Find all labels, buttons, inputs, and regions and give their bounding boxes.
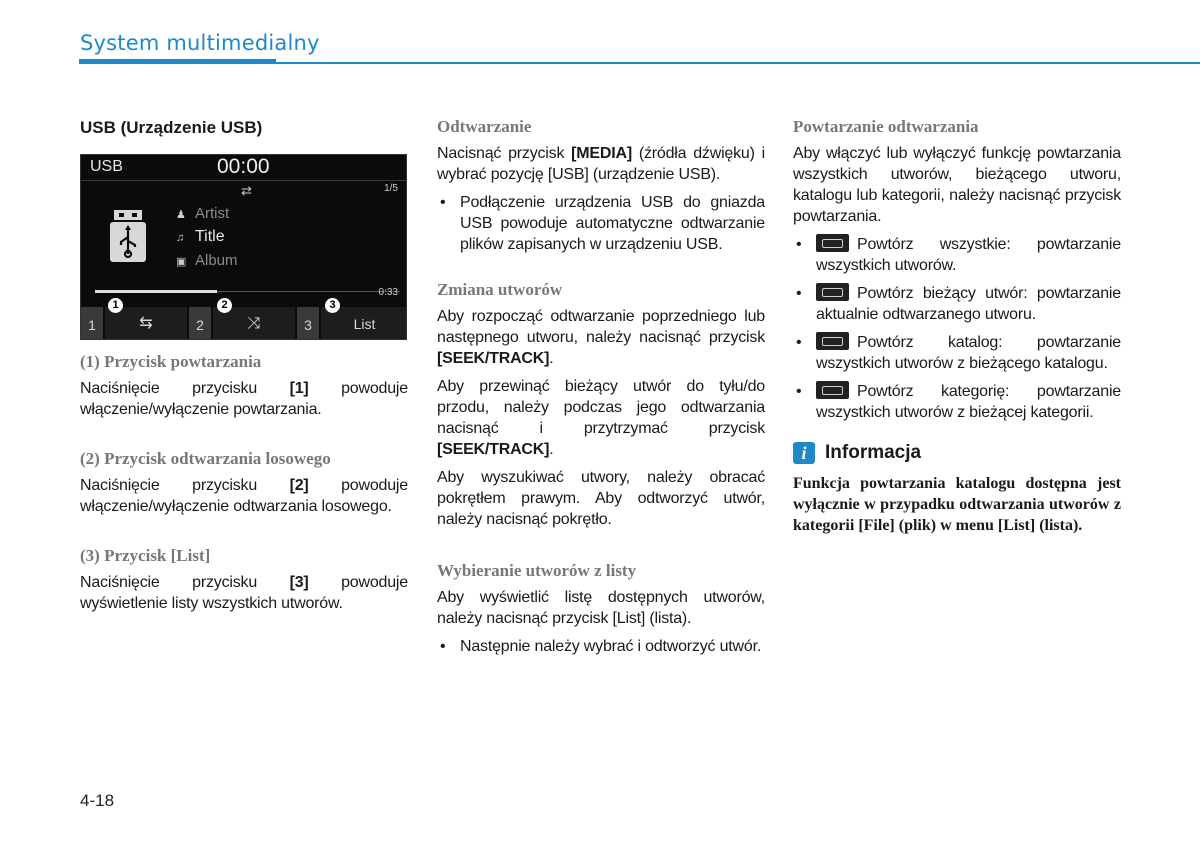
person-icon: ♟ bbox=[176, 209, 186, 221]
list-button[interactable]: List bbox=[321, 307, 407, 340]
screen-title-row bbox=[176, 228, 225, 246]
track-change-p1: Aby rozpocząć odtwarzanie poprzedniego lub następnego utworu, należy nacisnąć przycisk [SEEK/TRACK]. bbox=[437, 308, 765, 367]
section-header-title: System multimedialny bbox=[80, 31, 320, 55]
list-select-bullet: • Następnie należy wybrać i odtworzyć utwór. bbox=[437, 636, 765, 657]
track-change-p3: Aby wyszukiwać utwory, należy obracać pokrętłem prawym. Aby odtworzyć utwór, należy nacisnąć pokrętło. bbox=[437, 469, 765, 528]
screen-duration: 0:33 bbox=[378, 287, 398, 298]
screen-source-label: USB bbox=[90, 158, 123, 175]
repeat-heading: Powtarzanie odtwarzania bbox=[793, 117, 979, 136]
shuffle-button-desc: Naciśnięcie przycisku [2] powoduje włączenie/wyłączenie odtwarzania losowego. bbox=[80, 477, 408, 515]
button-1-number: 1 bbox=[81, 307, 103, 340]
playback-column bbox=[437, 117, 765, 657]
info-box-header bbox=[793, 442, 1121, 464]
screen-track-count: 1/5 bbox=[384, 183, 398, 194]
list-select-text: Aby wyświetlić listę dostępnych utworów, należy nacisnąć przycisk [List] (lista). bbox=[437, 589, 765, 627]
repeat-folder-item: • Powtórz katalog: powtarzanie wszystkich utworów z bieżącego katalogu. bbox=[793, 332, 1121, 374]
usb-section-title: USB (Urządzenie USB) bbox=[80, 118, 263, 137]
track-change-p2: Aby przewinąć bieżący utwór do tyłu/do przodu, należy podczas jego odtwarzania nacisnąć i przytrzymać przycisk [SEEK/TRACK]. bbox=[437, 378, 765, 458]
music-note-icon: ♫ bbox=[176, 232, 185, 244]
button-descriptions bbox=[80, 352, 408, 614]
track-change-heading: Zmiana utworów bbox=[437, 280, 563, 299]
header-rule bbox=[276, 62, 1200, 64]
screen-artist: Artist bbox=[195, 205, 230, 222]
usb-device-icon bbox=[108, 210, 148, 262]
usb-player-screen bbox=[80, 154, 407, 340]
button-2-number: 2 bbox=[189, 307, 211, 340]
repeat-category-icon bbox=[816, 381, 849, 399]
screen-album: Album bbox=[195, 252, 238, 269]
info-icon: i bbox=[793, 442, 815, 464]
callout-2: 2 bbox=[217, 298, 232, 313]
callout-1: 1 bbox=[108, 298, 123, 313]
screen-button-bar bbox=[81, 307, 406, 340]
playback-heading: Odtwarzanie bbox=[437, 117, 532, 136]
info-title: Informacja bbox=[825, 442, 922, 463]
repeat-text: Aby włączyć lub wyłączyć funkcję powtarzania wszystkich utworów, bieżącego utworu, katalogu lub kategorii, należy nacisnąć przycisk powtarzania. bbox=[793, 145, 1121, 225]
repeat-button-heading: (1) Przycisk powtarzania bbox=[80, 352, 262, 371]
info-text: Funkcja powtarzania katalogu dostępna jest wyłącznie w przypadku odtwarzania utworów z kategorii [File] (plik) w menu [List] (lista). bbox=[793, 475, 1121, 534]
repeat-all-item: • Powtórz wszystkie: powtarzanie wszystkich utworów. bbox=[793, 234, 1121, 276]
repeat-category-item: • Powtórz kategorię: powtarzanie wszystkich utworów z bieżącej kategorii. bbox=[793, 381, 1121, 423]
list-select-heading: Wybieranie utworów z listy bbox=[437, 561, 637, 580]
repeat-one-item: • Powtórz bieżący utwór: powtarzanie aktualnie odtwarzanego utworu. bbox=[793, 283, 1121, 325]
progress-track bbox=[217, 291, 400, 292]
button-3-number: 3 bbox=[297, 307, 319, 340]
shuffle-button-heading: (2) Przycisk odtwarzania losowego bbox=[80, 449, 331, 468]
repeat-one-icon bbox=[816, 283, 849, 301]
callout-3: 3 bbox=[325, 298, 340, 313]
repeat-column bbox=[793, 117, 1121, 536]
screen-time: 00:00 bbox=[217, 155, 270, 178]
page-number: 4-18 bbox=[80, 791, 115, 810]
repeat-folder-icon bbox=[816, 332, 849, 350]
screen-album-row bbox=[176, 252, 238, 269]
shuffle-icon: ⤨ bbox=[247, 315, 261, 332]
playback-bullet: • Podłączenie urządzenia USB do gniazda USB powoduje automatyczne odtwarzanie plików zapisanych w urządzeniu USB. bbox=[437, 192, 765, 255]
list-button-heading: (3) Przycisk [List] bbox=[80, 546, 211, 565]
screen-status-bar bbox=[81, 155, 406, 181]
screen-song-title: Title bbox=[195, 228, 225, 245]
repeat-status-icon: ⇄ bbox=[241, 183, 252, 198]
repeat-icon: ⇆ bbox=[139, 315, 153, 332]
progress-bar bbox=[95, 290, 217, 293]
repeat-button-desc: Naciśnięcie przycisku [1] powoduje włączenie/wyłączenie powtarzania. bbox=[80, 380, 408, 418]
playback-text: Nacisnąć przycisk [MEDIA] (źródła dźwięku) i wybrać pozycję [USB] (urządzenie USB). bbox=[437, 145, 765, 183]
header-accent-bar bbox=[79, 59, 276, 64]
screen-artist-row bbox=[176, 205, 229, 222]
album-icon: ▣ bbox=[176, 256, 187, 268]
list-button-desc: Naciśnięcie przycisku [3] powoduje wyświetlenie listy wszystkich utworów. bbox=[80, 574, 408, 612]
repeat-all-icon bbox=[816, 234, 849, 252]
